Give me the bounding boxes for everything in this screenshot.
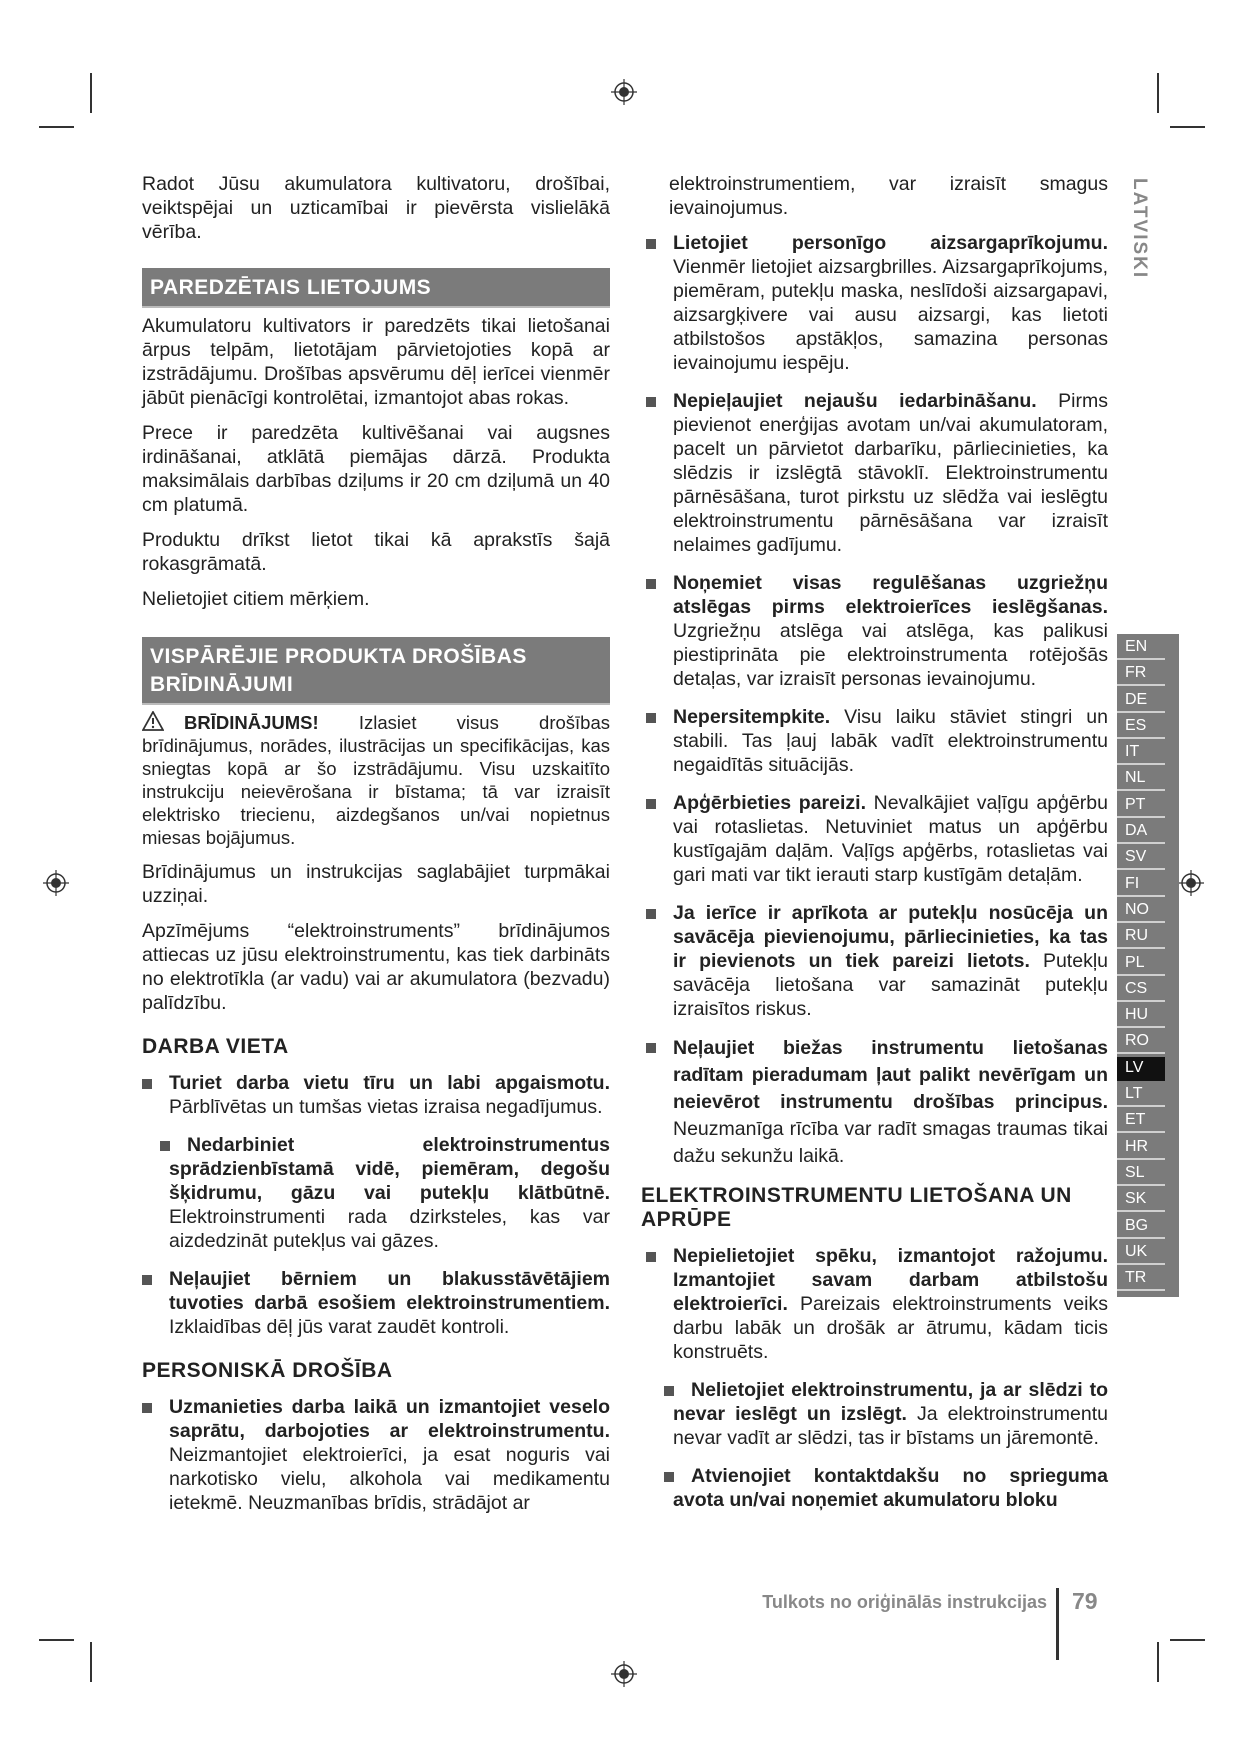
item-lead: Turiet darba vietu tīru un labi apgaismotu. (169, 1072, 610, 1094)
paragraph: Nelietojiet citiem mērķiem. (142, 588, 370, 610)
language-tab-tr[interactable]: TR (1117, 1267, 1165, 1291)
right-column (641, 172, 1108, 1526)
bullet-icon (646, 579, 656, 589)
crop-mark (1170, 1639, 1205, 1641)
registration-mark-icon (611, 79, 637, 105)
item-text: Pirms pievienot enerģijas avotam un/vai akumulatoram, pacelt un pārvietot darbarīku, pārliecinieties, ka slēdzis ir izslēgtā stāvoklī. Elektroinstrumentu pārnēsāšana, turot pirkstu uz slēdža vai ieslēgtu elektroinstrumentu pārnēsāšana var izraisīt nelaimes gadījumu. (673, 390, 1108, 556)
language-tab-ru[interactable]: RU (1117, 925, 1165, 949)
language-tab-no[interactable]: NO (1117, 899, 1165, 923)
item-lead: Atvienojiet kontaktdakšu no sprieguma avota un/vai noņemiet akumulatoru bloku (673, 1465, 1108, 1511)
footer-note: Tulkots no oriģinālās instrukcijas (762, 1592, 1047, 1612)
bullet-icon (142, 1275, 152, 1285)
list-item (142, 1267, 610, 1339)
list-item (142, 1133, 610, 1253)
section-heading-intended-use: PAREDZĒTAIS LIETOJUMS (142, 268, 610, 308)
left-column (142, 172, 610, 1529)
crop-mark (90, 1642, 92, 1682)
item-text: Putekļu savācēja lietošana var samazināt putekļu izraisītos riskus. (673, 950, 1108, 1020)
bullet-icon (646, 397, 656, 407)
item-lead: Uzmanieties darba laikā un izmantojiet veselo saprātu, darbojoties ar elektroinstrumentu. (169, 1396, 610, 1442)
language-tab-sk[interactable]: SK (1117, 1188, 1165, 1212)
language-tab-uk[interactable]: UK (1117, 1241, 1165, 1265)
crop-mark (1170, 126, 1205, 128)
subheading-personal-safety: PERSONISKĀ DROŠĪBA (142, 1359, 393, 1382)
item-text: Neuzmanīga rīcība var radīt smagas traumas tikai dažu sekunžu laikā. (673, 1118, 1108, 1167)
paragraph: Prece ir paredzēta kultivēšanai vai augsnes irdināšanai, atklātā piemājas dārzā. Produkta maksimālais darbības dziļums ir 20 cm dziļumā un 40 cm platumā. (142, 422, 610, 516)
item-text: Neizmantojiet elektroierīci, ja esat noguris vai narkotisko vielu, alkohola vai medikamentu ietekmē. Neuzmanības brīdis, strādājot ar (169, 1444, 610, 1514)
language-tab-pl[interactable]: PL (1117, 952, 1165, 976)
paragraph: Brīdinājumus un instrukcijas saglabājiet turpmākai uzziņai. (142, 861, 610, 907)
crop-mark (39, 1639, 74, 1641)
item-text: Pareizais elektroinstruments veiks darbu labāk un drošāk ar ātrumu, kādam ticis konstruēts. (673, 1293, 1108, 1363)
section-language-label: LATVISKI (1129, 178, 1150, 280)
bullet-icon (646, 713, 656, 723)
language-tab-cs[interactable]: CS (1117, 978, 1165, 1002)
list-item (646, 231, 1108, 375)
list-item (646, 791, 1108, 887)
item-lead: Nedarbiniet elektroinstrumentus sprādzienbīstamā vidē, piemēram, degošu šķidrumu, gāzu vai putekļu klātbūtnē. (169, 1134, 610, 1204)
item-lead: Ja ierīce ir aprīkota ar putekļu nosūcēja un savācēja pievienojumu, pārliecinieties, ka tas ir pievienots un tiek pareizi lietots. (673, 902, 1108, 972)
language-tab-sl[interactable]: SL (1117, 1162, 1165, 1186)
bullet-icon (160, 1141, 170, 1151)
item-text: Ja elektroinstrumentu nevar vadīt ar slēdzi, tas ir bīstams un jāremontē. (673, 1403, 1108, 1449)
item-text: Nevalkājiet vaļīgu apģērbu vai rotaslietas. Netuviniet matus un apģērbu kustīgajām daļām. Vaļīgs apģērbs, rotaslietas vai gari mati var tikt ierauti starp kustīgām detaļām. (673, 792, 1108, 886)
crop-mark (90, 73, 92, 113)
list-item (646, 389, 1108, 557)
warning-label: BRĪDINĀJUMS! (184, 712, 319, 733)
list-item (646, 705, 1108, 777)
crop-mark (39, 126, 74, 128)
intro-paragraph: Radot Jūsu akumulatora kultivatoru, drošībai, veiktspējai un uzticamībai ir pievērsta vislielākā vērība. (142, 173, 610, 243)
item-lead: Nepielietojiet spēku, izmantojot ražojumu. Izmantojiet savam darbam atbilstošu elektroierīci. (673, 1245, 1108, 1315)
item-lead: Neļaujiet bērniem un blakusstāvētājiem tuvoties darbā esošiem elektroinstrumentiem. (169, 1268, 610, 1314)
language-tab-es[interactable]: ES (1117, 715, 1165, 739)
subheading-tool-use: ELEKTROINSTRUMENTU LIETOŠANA UN APRŪPE (641, 1184, 1072, 1231)
language-tab-fi[interactable]: FI (1117, 873, 1165, 897)
item-lead: Apģērbieties pareizi. (673, 792, 866, 814)
page-number: 79 (1072, 1588, 1098, 1614)
continuation-paragraph: elektroinstrumentiem, var izraisīt smagus ievainojumus. (669, 173, 1108, 219)
language-tab-lv-active[interactable]: LV (1117, 1057, 1165, 1081)
registration-mark-icon (611, 1661, 637, 1687)
item-lead: Neļaujiet biežas instrumentu lietošanas radītam pieradumam ļaut palikt nevērīgam un neievērot instrumentu drošības principus. (673, 1037, 1108, 1113)
language-tab-bg[interactable]: BG (1117, 1215, 1165, 1239)
registration-mark-icon (1178, 870, 1204, 896)
language-tab-hu[interactable]: HU (1117, 1004, 1165, 1028)
item-lead: Noņemiet visas regulēšanas uzgriežņu atslēgas pirms elektroierīces ieslēgšanas. (673, 572, 1108, 618)
crop-mark (1157, 1642, 1159, 1682)
language-tab-en[interactable]: EN (1117, 636, 1165, 660)
item-text: Visu laiku stāviet stingri un stabili. Tas ļauj labāk vadīt elektroinstrumentu negaidītās situācijās. (673, 706, 1108, 776)
item-text: Pārblīvētas un tumšas vietas izraisa negadījumus. (169, 1096, 603, 1118)
bullet-icon (646, 909, 656, 919)
language-tab-sv[interactable]: SV (1117, 846, 1165, 870)
list-item (142, 1071, 610, 1119)
language-index (1117, 634, 1179, 1297)
language-tab-pt[interactable]: PT (1117, 794, 1165, 818)
list-item (646, 1244, 1108, 1364)
bullet-icon (646, 1043, 656, 1053)
bullet-icon (646, 799, 656, 809)
paragraph: Produktu drīkst lietot tikai kā aprakstīs šajā rokasgrāmatā. (142, 529, 610, 575)
language-tab-nl[interactable]: NL (1117, 767, 1165, 791)
list-item (646, 1464, 1108, 1512)
registration-mark-icon (43, 870, 69, 896)
language-tab-ro[interactable]: RO (1117, 1030, 1165, 1054)
language-tab-hr[interactable]: HR (1117, 1136, 1165, 1160)
warning-paragraph (142, 711, 610, 849)
paragraph: Akumulatoru kultivators ir paredzēts tikai lietošanai ārpus telpām, lietotājam pārvietojoties kopā ar izstrādājumu. Drošības apsvērumu dēļ ierīcei vienmēr jābūt pienācīgi kontrolētai, izmantojot abas rokas. (142, 315, 610, 409)
item-text: Elektroinstrumenti rada dzirksteles, kas var aizdedzināt putekļus vai gāzes. (169, 1206, 610, 1252)
bullet-icon (664, 1386, 674, 1396)
list-item (646, 1378, 1108, 1450)
item-text: Izklaidības dēļ jūs varat zaudēt kontroli. (169, 1316, 510, 1338)
item-lead: Nelietojiet elektroinstrumentu, ja ar slēdzi to nevar ieslēgt un izslēgt. (673, 1379, 1108, 1425)
item-lead: Nepersitempkite. (673, 706, 831, 728)
language-tab-lt[interactable]: LT (1117, 1083, 1165, 1107)
item-lead: Nepieļaujiet nejaušu iedarbināšanu. (673, 390, 1037, 412)
bullet-icon (664, 1472, 674, 1482)
bullet-icon (142, 1403, 152, 1413)
subheading-work-area: DARBA VIETA (142, 1035, 289, 1058)
language-tab-fr[interactable]: FR (1117, 662, 1165, 686)
bullet-icon (142, 1079, 152, 1089)
crop-mark (1157, 73, 1159, 113)
bullet-icon (646, 1252, 656, 1262)
bullet-icon (646, 239, 656, 249)
section-heading-general-safety: VISPĀRĒJIE PRODUKTA DROŠĪBAS BRĪDINĀJUMI (142, 637, 610, 705)
paragraph: Apzīmējums “elektroinstruments” brīdinājumos attiecas uz jūsu elektroinstrumentu, kas tiek darbināts no elektrotīkla (ar vadu) vai ar akumulatora (bezvadu) palīdzību. (142, 920, 610, 1014)
warning-text: Izlasiet visus drošības brīdinājumus, norādes, ilustrācijas un specifikācijas, kas sniegtas kopā ar šo izstrādājumu. Visu uzskaitīto instrukciju neievērošana ir bīstama; tā var izraisīt elektrisko triecienu, aizdegšanos un/vai nopietnus miesas bojājumus. (142, 712, 611, 848)
footer-divider (1056, 1588, 1059, 1660)
item-text: Vienmēr lietojiet aizsargbrilles. Aizsargaprīkojums, piemēram, putekļu maska, neslīdoši aizsargapavi, aizsargķivere vai ausu aizsargi, kas lietoti atbilstošos apstākļos, samazina personas ievainojumu iespēju. (673, 256, 1108, 374)
list-item (142, 1395, 610, 1515)
list-item (646, 571, 1108, 691)
language-tab-da[interactable]: DA (1117, 820, 1165, 844)
language-tab-et[interactable]: ET (1117, 1109, 1165, 1133)
list-item (646, 1035, 1108, 1170)
language-tab-it[interactable]: IT (1117, 741, 1165, 765)
list-item (646, 901, 1108, 1021)
item-text: Uzgriežņu atslēga vai atslēga, kas palikusi piestiprināta pie elektroinstrumenta rotējošās detaļas, var izraisīt personas ievainojumu. (673, 620, 1108, 690)
language-tab-de[interactable]: DE (1117, 689, 1165, 713)
item-lead: Lietojiet personīgo aizsargaprīkojumu. (673, 232, 1108, 254)
warning-triangle-icon (142, 711, 164, 731)
